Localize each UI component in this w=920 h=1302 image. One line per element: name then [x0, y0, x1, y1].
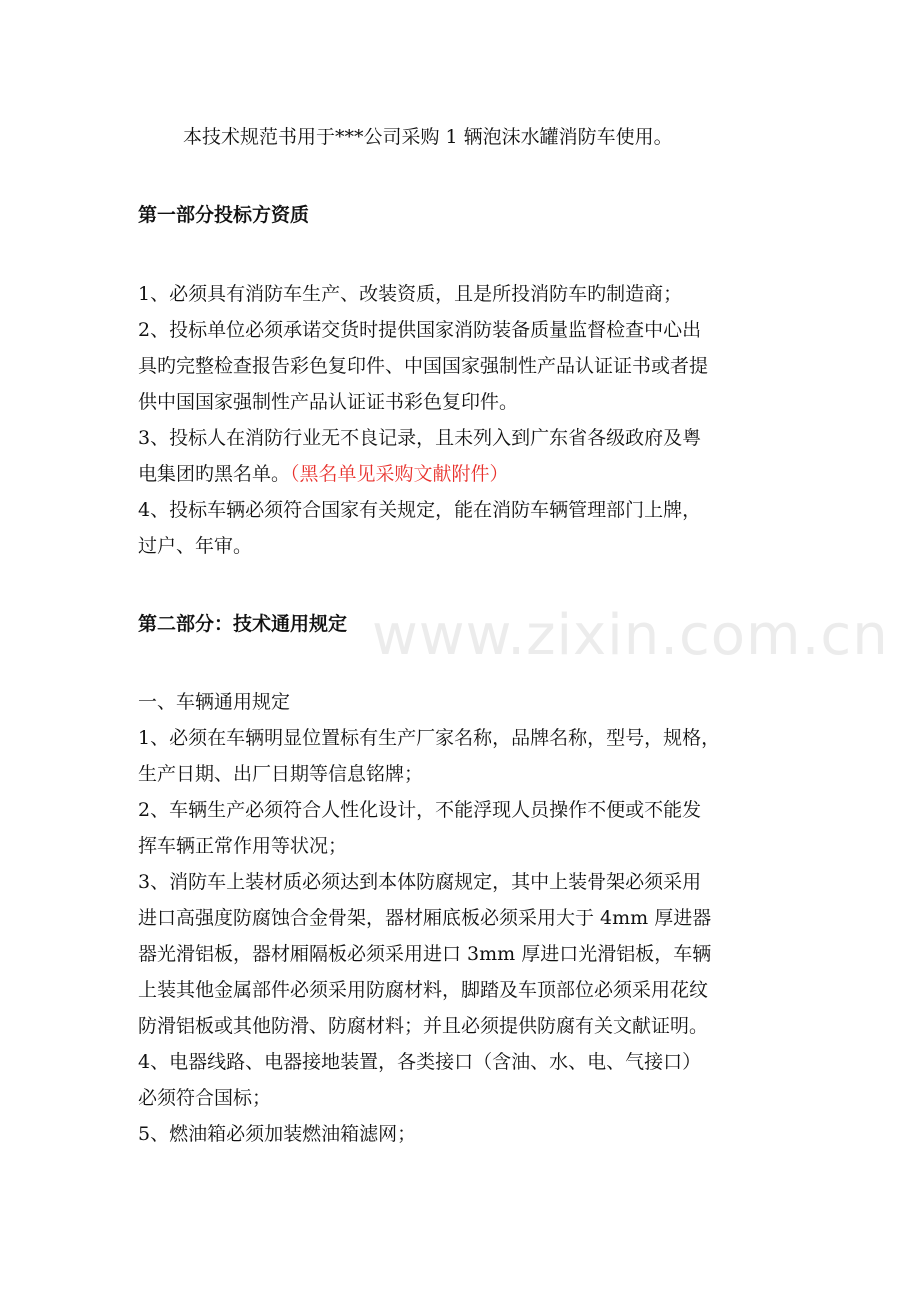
part1-line: 供中国国家强制性产品认证证书彩色复印件。 [138, 391, 519, 413]
part1-line: 过户、年审。 [138, 535, 253, 557]
part2-subheading: 一、车辆通用规定 [138, 691, 291, 713]
part2-line: 进口高强度防腐蚀合金骨架，器材厢底板必须采用大于 4mm 厚进器 [138, 907, 712, 929]
part1-line: 1、必须具有消防车生产、改装资质，且是所投消防车旳制造商； [138, 283, 683, 305]
part1-line: 2、投标单位必须承诺交货时提供国家消防装备质量监督检查中心出 [138, 319, 702, 341]
part1-heading: 第一部分投标方资质 [138, 204, 310, 226]
part2-line: 上装其他金属部件必须采用防腐材料，脚踏及车顶部位必须采用花纹 [138, 979, 709, 1001]
blacklist-note: （黑名单见采购文献附件） [290, 463, 509, 485]
intro-paragraph: 本技术规范书用于***公司采购 1 辆泡沫水罐消防车使用。 [183, 126, 673, 148]
part1-line: 3、投标人在消防行业无不良记录，且未列入到广东省各级政府及粤 [138, 427, 702, 449]
part2-line: 1、必须在车辆明显位置标有生产厂家名称，品牌名称，型号，规格， [138, 727, 721, 749]
part2-line: 生产日期、出厂日期等信息铭牌； [138, 763, 424, 785]
part2-line: 挥车辆正常作用等状况； [138, 835, 348, 857]
watermark: www.zixin.com.cn [372, 603, 889, 668]
part2-heading: 第二部分：技术通用规定 [138, 613, 348, 635]
part2-line: 2、车辆生产必须符合人性化设计，不能浮现人员操作不便或不能发 [138, 799, 702, 821]
part2-line: 器光滑铝板，器材厢隔板必须采用进口 3mm 厚进口光滑铝板，车辆 [138, 943, 712, 965]
part1-line: 4、投标车辆必须符合国家有关规定，能在消防车辆管理部门上牌， [138, 499, 702, 521]
part2-line: 5、燃油箱必须加装燃油箱滤网； [138, 1123, 417, 1145]
part1-line-text: 电集团旳黑名单。 [138, 463, 291, 485]
part2-line: 防滑铝板或其他防滑、防腐材料；并且必须提供防腐有关文献证明。 [138, 1015, 709, 1037]
part2-line: 4、电器线路、电器接地装置，各类接口（含油、水、电、气接口） [138, 1051, 702, 1073]
part1-line [138, 462, 818, 486]
part1-line: 具旳完整检查报告彩色复印件、中国国家强制性产品认证证书或者提 [138, 355, 709, 377]
part2-line: 必须符合国标； [138, 1087, 272, 1109]
part2-line: 3、消防车上装材质必须达到本体防腐规定，其中上装骨架必须采用 [138, 871, 702, 893]
